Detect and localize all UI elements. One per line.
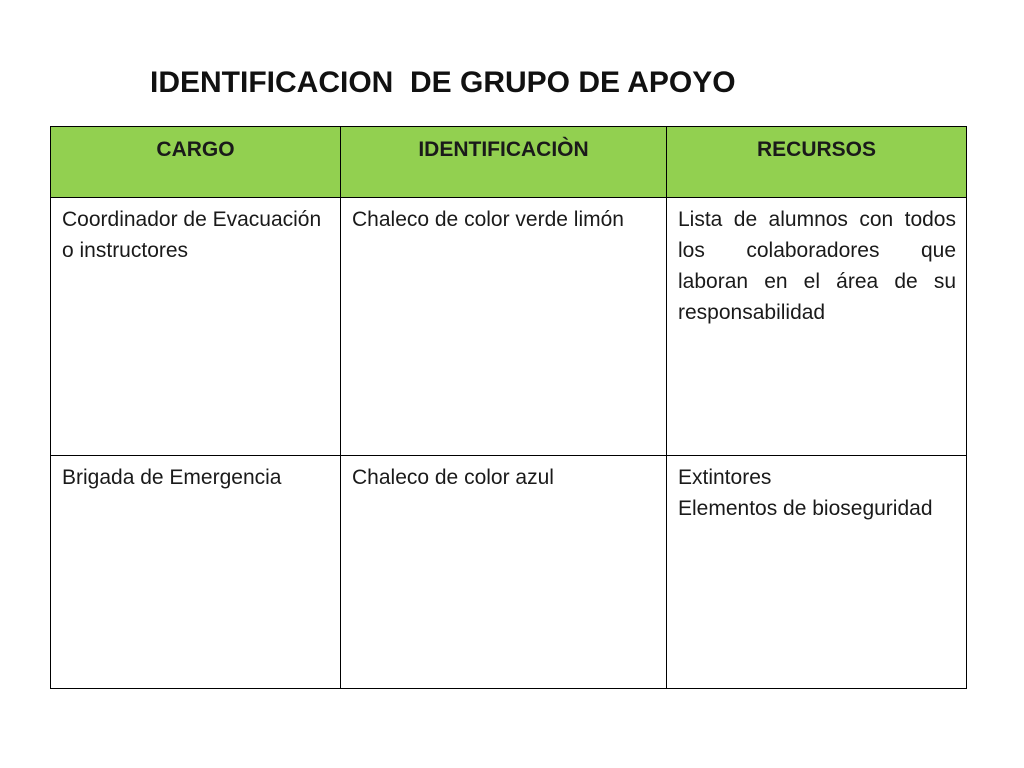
table-header-row (51, 127, 967, 198)
header-cargo: CARGO (51, 127, 341, 198)
page-title: IDENTIFICACION DE GRUPO DE APOYO (150, 66, 736, 99)
recursos-line: Extintores (678, 466, 772, 489)
cell-cargo: Brigada de Emergencia (51, 456, 341, 689)
table-row (51, 456, 967, 689)
support-group-table (50, 126, 967, 689)
cell-identificacion: Chaleco de color verde limón (341, 198, 667, 456)
cell-recursos (667, 456, 967, 689)
cell-recursos: Lista de alumnos con todos los colaboradores que laboran en el área de su responsabilidad (667, 198, 967, 456)
header-identificacion: IDENTIFICACIÒN (341, 127, 667, 198)
header-recursos: RECURSOS (667, 127, 967, 198)
table-row (51, 198, 967, 456)
cell-identificacion: Chaleco de color azul (341, 456, 667, 689)
recursos-line: Elementos de bioseguridad (678, 497, 933, 520)
cell-cargo: Coordinador de Evacuación o instructores (51, 198, 341, 456)
